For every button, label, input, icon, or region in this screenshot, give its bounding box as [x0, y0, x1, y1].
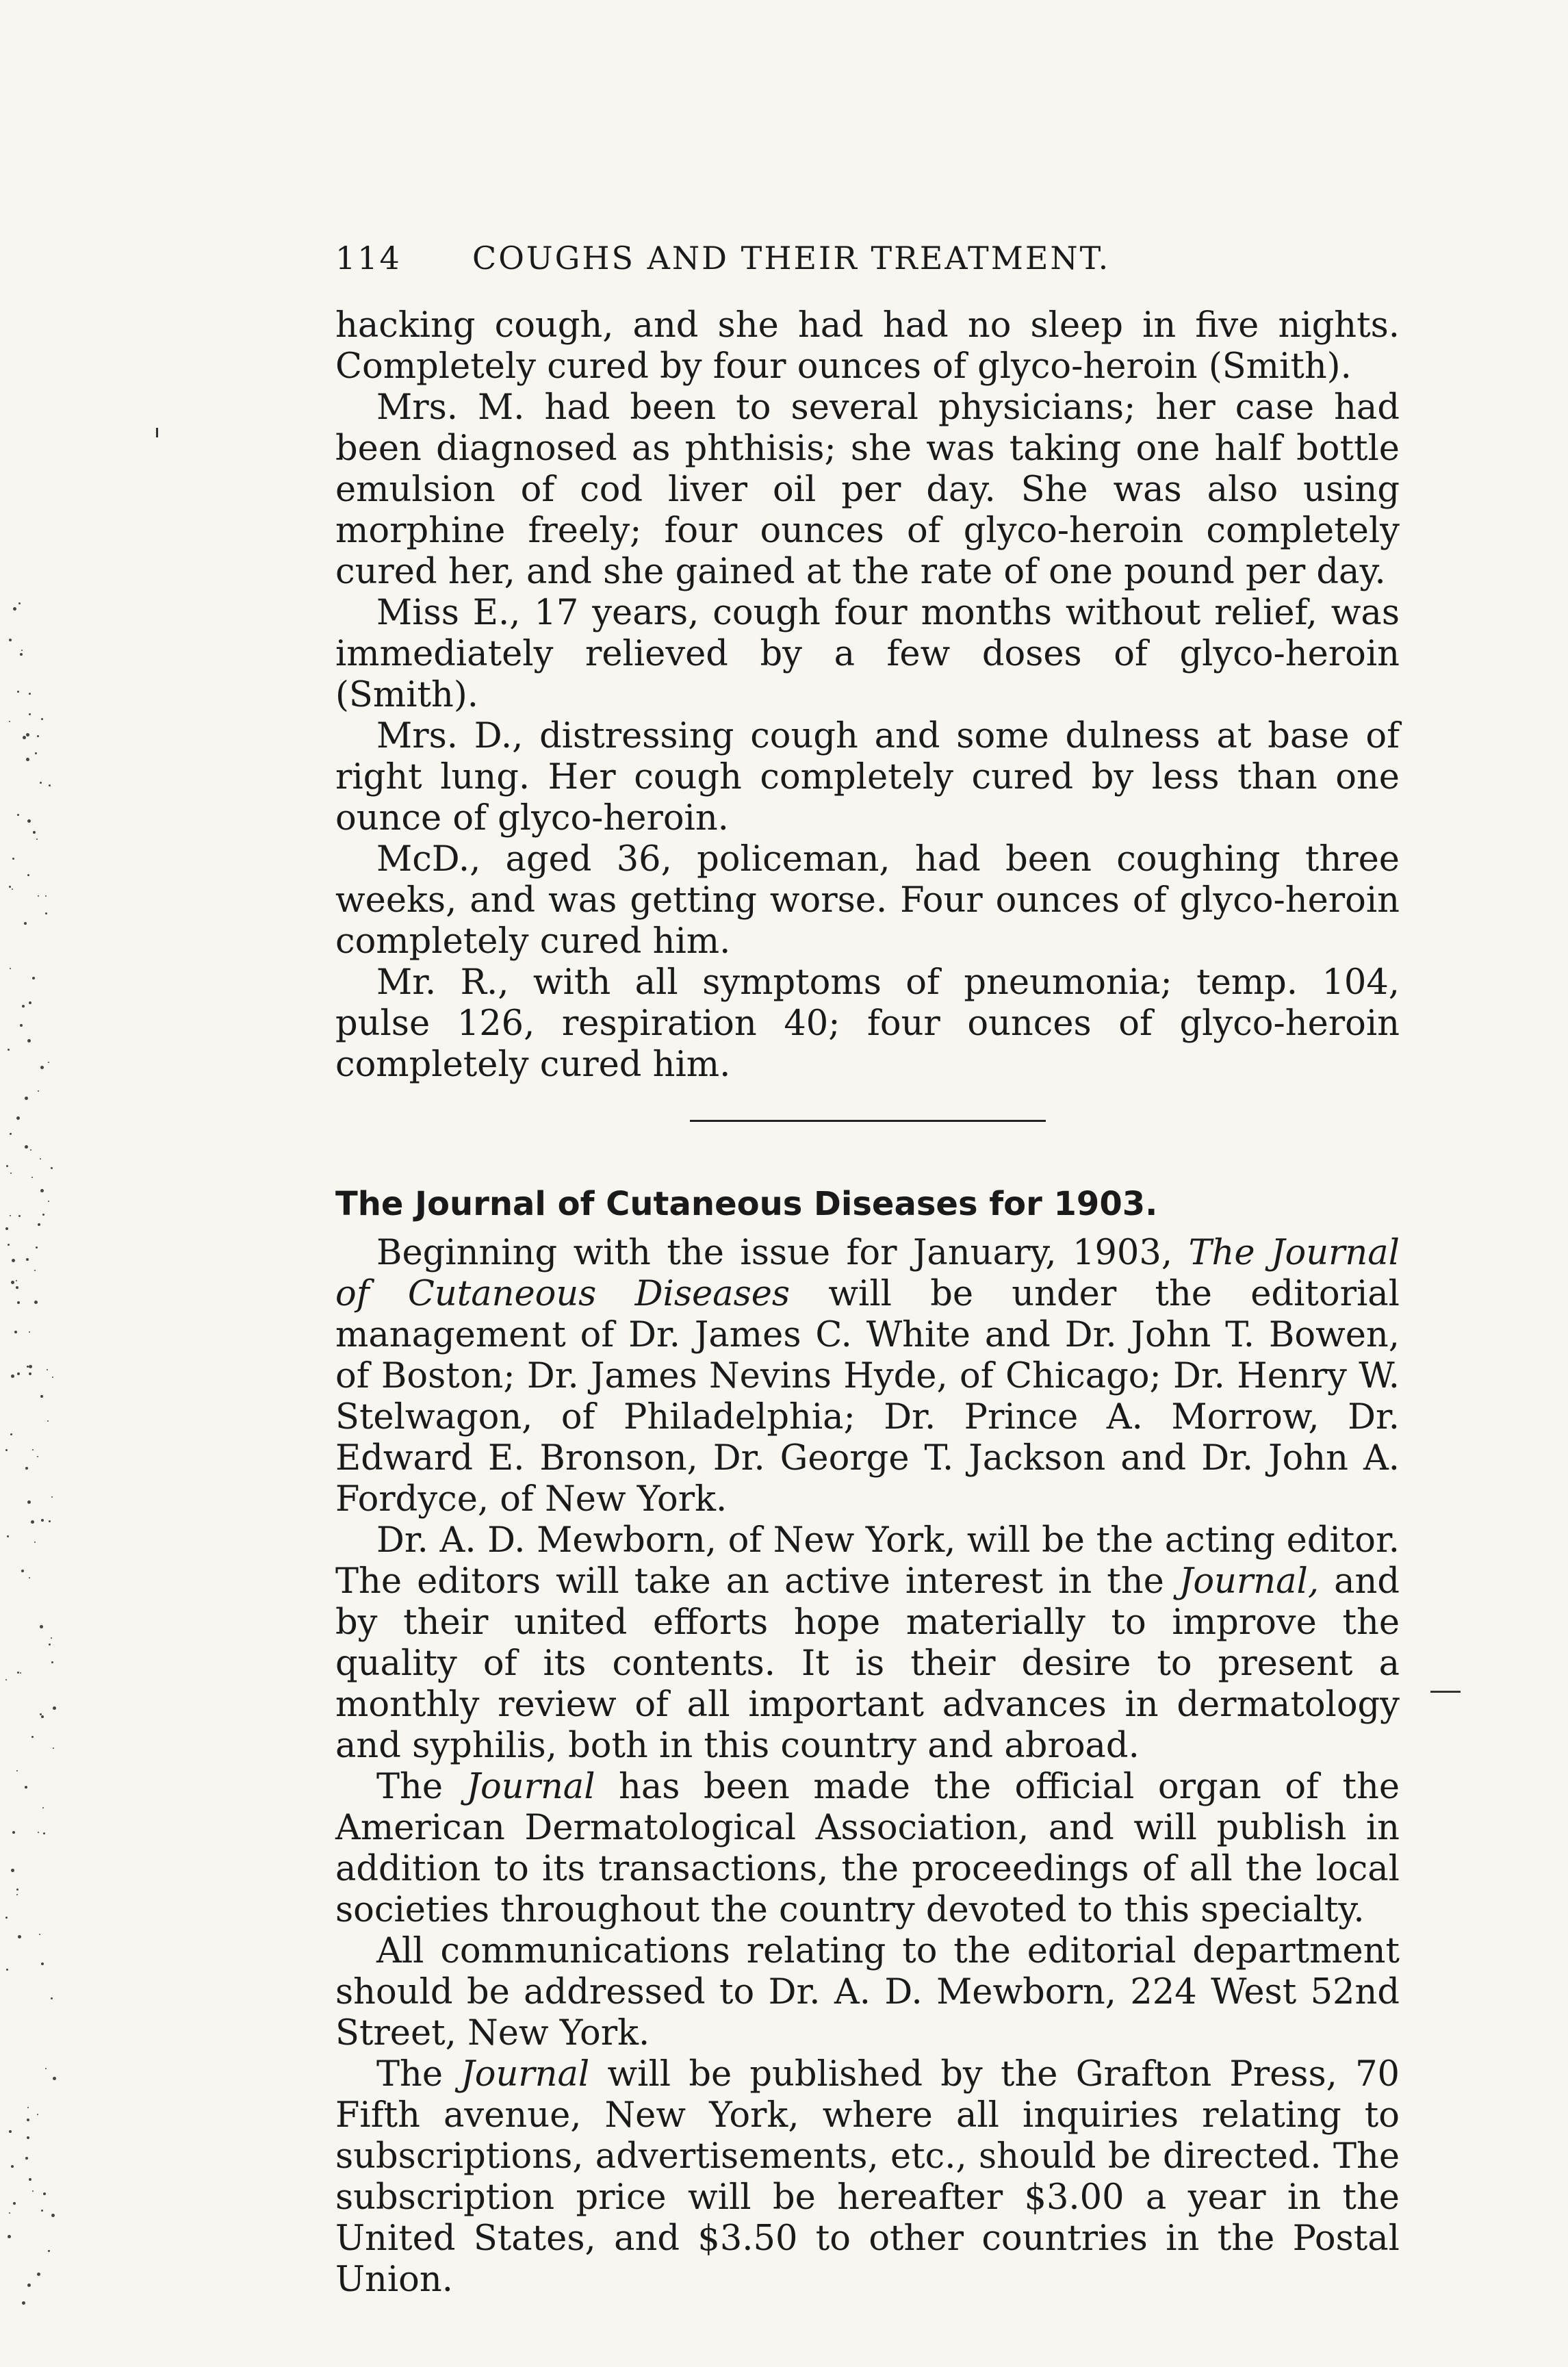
scan-speck: [9, 639, 12, 641]
scan-speck: [41, 1962, 44, 1965]
scan-speck: [22, 1005, 25, 1008]
journal-paragraph: [335, 2054, 1400, 2301]
scan-speck: [11, 1869, 14, 1872]
scan-speck: [27, 2136, 29, 2139]
scan-speck: [11, 1281, 14, 1284]
scan-speck: [23, 736, 26, 739]
scan-speck: [40, 1158, 41, 1160]
scan-speck: [41, 1519, 44, 1522]
scan-speck: [16, 1116, 20, 1120]
scan-speck: [53, 1748, 54, 1749]
scan-speck: [31, 1177, 33, 1178]
scan-speck: [11, 1374, 14, 1378]
paragraph-text: will be under the editorial management of Dr. James C. White and Dr. John T. Bowen, of Boston; Dr. James Nevins Hyde, of Chicago; Dr. Henry W. Stelwagon, of Philadelphia; Dr. Prince A. Morrow, Dr. Edward E. Bronson, Dr. George T. Jackson and Dr. John A. Fordyce, of New York.: [335, 1274, 1400, 1520]
scan-speck: [11, 2165, 14, 2168]
scan-speck: [37, 1456, 38, 1457]
section-title-text: The Journal of Cutaneous Diseases for: [335, 1185, 1054, 1223]
scan-speck: [32, 2190, 34, 2192]
scan-speck: [43, 1832, 45, 1834]
scan-speck: [37, 2114, 38, 2115]
scan-speck: [48, 1201, 49, 1202]
scan-speck: [51, 1167, 53, 1169]
scan-speck: [16, 1770, 18, 1771]
scan-speck: [8, 1244, 10, 1246]
scan-speck: [51, 2214, 55, 2217]
running-head-title: COUGHS AND THEIR TREATMENT.: [472, 240, 1111, 277]
scan-speck: [17, 691, 19, 693]
scan-speck: [33, 831, 36, 834]
scan-speck: [9, 721, 10, 722]
scan-speck: [31, 1736, 34, 1738]
scan-speck: [17, 814, 19, 816]
scan-speck: [51, 1496, 53, 1498]
margin-scan-marks: [5, 602, 74, 2355]
scan-speck: [42, 1807, 44, 1808]
scan-speck: [5, 1917, 8, 1919]
section-title: [335, 1184, 1400, 1225]
scan-speck: [9, 2130, 12, 2133]
scan-speck: [12, 1259, 15, 1262]
scan-speck: [49, 1520, 51, 1522]
scan-speck: [10, 968, 11, 969]
scan-speck: [32, 977, 35, 980]
paragraph-text: and by their united efforts hope materially to improve the quality of its contents. It is their desire to present a monthly review of all important advances in dermatology and syphilis, both in this country and abroad.: [335, 1561, 1400, 1766]
journal-paragraph: All communications relating to the editorial department should be addressed to Dr. A. D. Mewborn, 224 West 52nd Street, New York.: [335, 1931, 1400, 2053]
scan-speck: [41, 2210, 43, 2212]
journal-title-italic: Journal: [461, 2054, 590, 2095]
scan-speck: [8, 1049, 10, 1051]
scan-speck: [45, 895, 47, 897]
scan-speck: [16, 1889, 18, 1891]
scan-speck: [51, 1661, 53, 1663]
scan-speck: [49, 1643, 51, 1646]
running-head: [335, 240, 1400, 294]
scan-speck: [17, 1672, 19, 1674]
scan-speck: [20, 653, 23, 656]
scan-speck: [29, 1372, 31, 1375]
scan-speck: [5, 1679, 7, 1680]
page-body: [335, 240, 1400, 2301]
scan-speck: [38, 1223, 40, 1226]
paragraph-text: Dr. A. D. Mewborn, of New York, will be the acting editor. The editors will take an active interest in the: [335, 1520, 1400, 1602]
scan-speck: [37, 735, 39, 737]
scan-speck: [41, 1715, 44, 1718]
scan-speck: [29, 1577, 30, 1578]
scan-speck: [48, 2250, 50, 2252]
section-divider: [690, 1120, 1046, 1122]
case-paragraph: Mr. R., with all symptoms of pneumonia; temp. 104, pulse 126, respiration 40; four ounces of glyco-heroin completely cured him.: [335, 962, 1400, 1085]
scan-speck: [18, 1215, 21, 1217]
scan-speck: [27, 874, 29, 876]
scan-speck: [12, 858, 14, 860]
scan-speck: [36, 1246, 38, 1249]
scan-speck: [26, 758, 29, 761]
scan-speck: [52, 1377, 53, 1378]
scan-speck: [27, 819, 31, 823]
scan-speck: [12, 1831, 15, 1834]
scan-speck: [38, 1832, 39, 1833]
scan-speck: [25, 1145, 28, 1149]
case-paragraph: Miss E., 17 years, cough four months without relief, was immediately relieved by a few doses of glyco-heroin (Smith).: [335, 593, 1400, 715]
scan-speck: [53, 2077, 56, 2080]
scan-speck: [34, 1301, 38, 1304]
scan-speck: [25, 1786, 27, 1789]
case-paragraph: Mrs. D., distressing cough and some dulness at base of right lung. Her cough completely cured by less than one ounce of glyco-heroin.: [335, 716, 1400, 839]
scan-speck: [38, 1090, 39, 1092]
journal-title-italic: Journal,: [1179, 1561, 1320, 1602]
paragraph-text: Beginning with the issue for January, 1903,: [376, 1233, 1189, 1273]
scan-speck: [40, 1625, 43, 1628]
journal-paragraph: [335, 1520, 1400, 1767]
scan-speck: [25, 1467, 28, 1470]
scan-speck: [32, 1449, 34, 1450]
scan-speck: [21, 650, 23, 651]
scan-speck: [25, 2157, 28, 2160]
scan-speck: [29, 693, 31, 695]
scan-speck: [40, 1713, 42, 1715]
scan-speck: [16, 1280, 17, 1281]
scan-speck: [12, 888, 13, 890]
scan-speck: [6, 1165, 8, 1167]
scan-speck: [27, 1366, 29, 1368]
scan-speck: [26, 733, 29, 737]
scan-speck: [40, 1066, 44, 1069]
scan-speck: [7, 1535, 9, 1537]
scan-speck: [5, 1227, 8, 1230]
scan-speck: [10, 1433, 12, 1435]
journal-paragraph: [335, 1767, 1400, 1931]
stray-ink-mark: [156, 428, 158, 437]
scan-speck: [31, 1520, 34, 1524]
paragraph-text: has been made the official organ of the American Dermatological Association, and will publish in addition to its transactions, the proceedings of all the local societies throughout the country devoted to this specialty.: [335, 1767, 1400, 1930]
journal-paragraph: [335, 1233, 1400, 1520]
scan-speck: [14, 1331, 17, 1333]
scan-speck: [36, 839, 38, 840]
scan-speck: [42, 1214, 44, 1216]
scan-speck: [40, 782, 42, 784]
scan-speck: [13, 607, 16, 611]
scan-speck: [22, 2301, 25, 2305]
scan-speck: [9, 886, 11, 888]
scan-speck: [48, 1062, 49, 1063]
scan-speck: [40, 1189, 44, 1192]
scan-speck: [9, 2212, 10, 2214]
scan-speck: [29, 713, 31, 715]
journal-title-italic: Journal: [466, 1767, 595, 1807]
scan-speck: [45, 2068, 47, 2069]
case-paragraph: Mrs. M. had been to several physicians; her case had been diagnosed as phthisis; she was taking one half bottle emulsion of cod liver oil per day. She was also using morphine freely; four ounces of glyco-heroin completely cured her, and she gained at the rate of one pound per day.: [335, 387, 1400, 592]
scan-speck: [37, 2273, 40, 2276]
scan-speck: [13, 2202, 16, 2205]
scan-speck: [35, 752, 37, 754]
scan-speck: [27, 2107, 29, 2108]
scan-speck: [51, 1997, 53, 1999]
scan-speck: [53, 1706, 56, 1710]
scan-speck: [8, 2235, 11, 2238]
paragraph-text: will be published by the Grafton Press, 70 Fifth avenue, New York, where all inquiries relating to subscriptions, advertisements, etc., should be directed. The subscription price will be hereafter $3.00 a year in the United States, and $3.50 to other countries in the Postal Union.: [335, 2054, 1400, 2300]
scan-speck: [16, 1286, 18, 1289]
scan-speck: [51, 1637, 52, 1639]
scan-speck: [6, 1969, 8, 1971]
scan-speck: [27, 2283, 31, 2287]
scan-speck: [29, 1001, 31, 1004]
scan-speck: [34, 1541, 36, 1543]
scan-speck: [20, 1672, 21, 1674]
scan-speck: [29, 1331, 30, 1333]
scan-speck: [45, 912, 47, 914]
scan-speck: [10, 1173, 12, 1174]
scan-speck: [39, 1934, 40, 1935]
scan-speck: [10, 1215, 11, 1216]
scan-speck: [18, 602, 21, 604]
scan-speck: [17, 1301, 20, 1304]
case-paragraph: hacking cough, and she had had no sleep in five nights. Completely cured by four ounces of glyco-heroin (Smith).: [335, 305, 1400, 387]
scan-speck: [27, 1500, 31, 1504]
scan-speck: [20, 1024, 23, 1027]
scan-speck: [34, 1270, 36, 1271]
scan-speck: [10, 1133, 12, 1135]
scan-speck: [47, 1420, 49, 1422]
scan-speck: [25, 1097, 28, 1100]
scan-speck: [47, 1369, 48, 1370]
section-title-year: 1903.: [1053, 1185, 1158, 1223]
paragraph-text: The: [376, 2054, 461, 2095]
stray-ink-mark: [1430, 1691, 1461, 1693]
scan-speck: [16, 1894, 18, 1895]
scan-speck: [49, 784, 51, 786]
scan-speck: [40, 1395, 43, 1398]
scan-speck: [24, 922, 27, 925]
scan-speck: [29, 2178, 31, 2181]
scan-speck: [21, 1570, 24, 1572]
scan-speck: [5, 1449, 8, 1451]
scan-speck: [27, 1039, 31, 1042]
scan-speck: [18, 1935, 21, 1939]
case-paragraph: McD., aged 36, policeman, had been coughing three weeks, and was getting worse. Four ounces of glyco-heroin completely cured him.: [335, 839, 1400, 962]
journal-title-italic: The Journal of Cutaneous Diseases: [335, 1233, 1400, 1314]
scan-speck: [29, 1365, 32, 1368]
scan-speck: [17, 1372, 20, 1375]
scan-speck: [38, 895, 39, 897]
scan-speck: [43, 2192, 46, 2195]
scan-speck: [41, 718, 43, 720]
page-number: 114: [335, 240, 402, 277]
paragraph-text: The: [376, 1767, 467, 1807]
scan-speck: [30, 1149, 31, 1151]
scan-speck: [27, 2119, 29, 2121]
scan-speck: [26, 1258, 29, 1261]
